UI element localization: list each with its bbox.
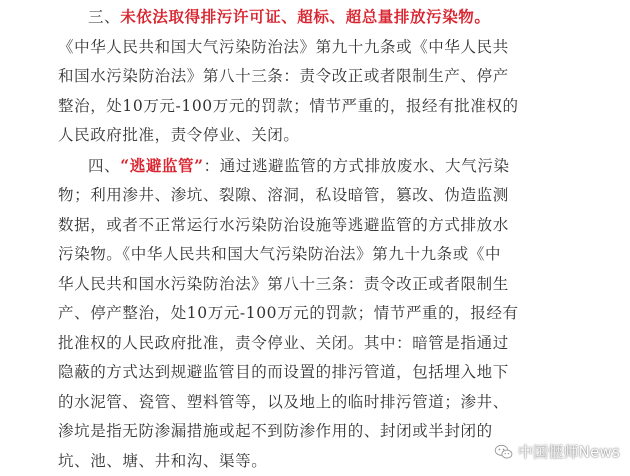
- section-4-prefix: 四、: [88, 157, 120, 175]
- watermark: [494, 441, 620, 462]
- section-4-line: 渗坑是指无防渗漏措施或起不到防渗作用的、封闭或半封闭的: [58, 417, 618, 447]
- section-3-line: 《中华人民共和国大气污染防治法》第九十九条或《中华人民共: [58, 33, 618, 63]
- section-4-line: 物；利用渗井、渗坑、裂隙、溶洞，私设暗管，篡改、伪造监测: [58, 181, 618, 211]
- section-3-line: 人民政府批准，责令停业、关闭。: [58, 121, 618, 151]
- section-4-line: 坑、池、塘、井和沟、渠等。: [58, 447, 618, 476]
- section-3-line: 和国水污染防治法》第八十三条：责令改正或者限制生产、停产: [58, 62, 618, 92]
- section-4-line: 污染物。《中华人民共和国大气污染防治法》第九十九条或《中: [58, 240, 618, 270]
- section-4-line: 产、停产整治，处10万元-100万元的罚款；情节严重的，报经有: [58, 299, 618, 329]
- section-3: [58, 2, 618, 151]
- section-4-line: 华人民共和国水污染防治法》第八十三条：责令改正或者限制生: [58, 270, 618, 300]
- section-4-line: 隐蔽的方式达到规避监管目的而设置的排污管道，包括埋入地下: [58, 358, 618, 388]
- wechat-icon: [494, 442, 514, 462]
- section-3-heading: [58, 2, 618, 33]
- watermark-text: 中国惬师News: [518, 441, 620, 462]
- section-4-title: “逃避监管”: [120, 156, 203, 175]
- section-4-line: 数据，或者不正常运行水污染防治设施等逃避监管的方式排放水: [58, 211, 618, 241]
- article-body: [58, 2, 618, 476]
- section-3-prefix: 三、: [88, 8, 120, 26]
- section-4: [58, 151, 618, 476]
- section-3-title: 未依法取得排污许可证、超标、超总量排放污染物。: [120, 7, 490, 26]
- section-4-line: 批准权的人民政府批准，责令停业、关闭。其中：暗管是指通过: [58, 329, 618, 359]
- section-4-first-line-rest: ：通过逃避监管的方式排放废水、大气污染: [204, 157, 510, 175]
- section-3-line: 整治，处10万元-100万元的罚款；情节严重的，报经有批准权的: [58, 92, 618, 122]
- section-4-line: 的水泥管、瓷管、塑料管等，以及地上的临时排污管道；渗井、: [58, 388, 618, 418]
- section-4-heading: [58, 151, 618, 182]
